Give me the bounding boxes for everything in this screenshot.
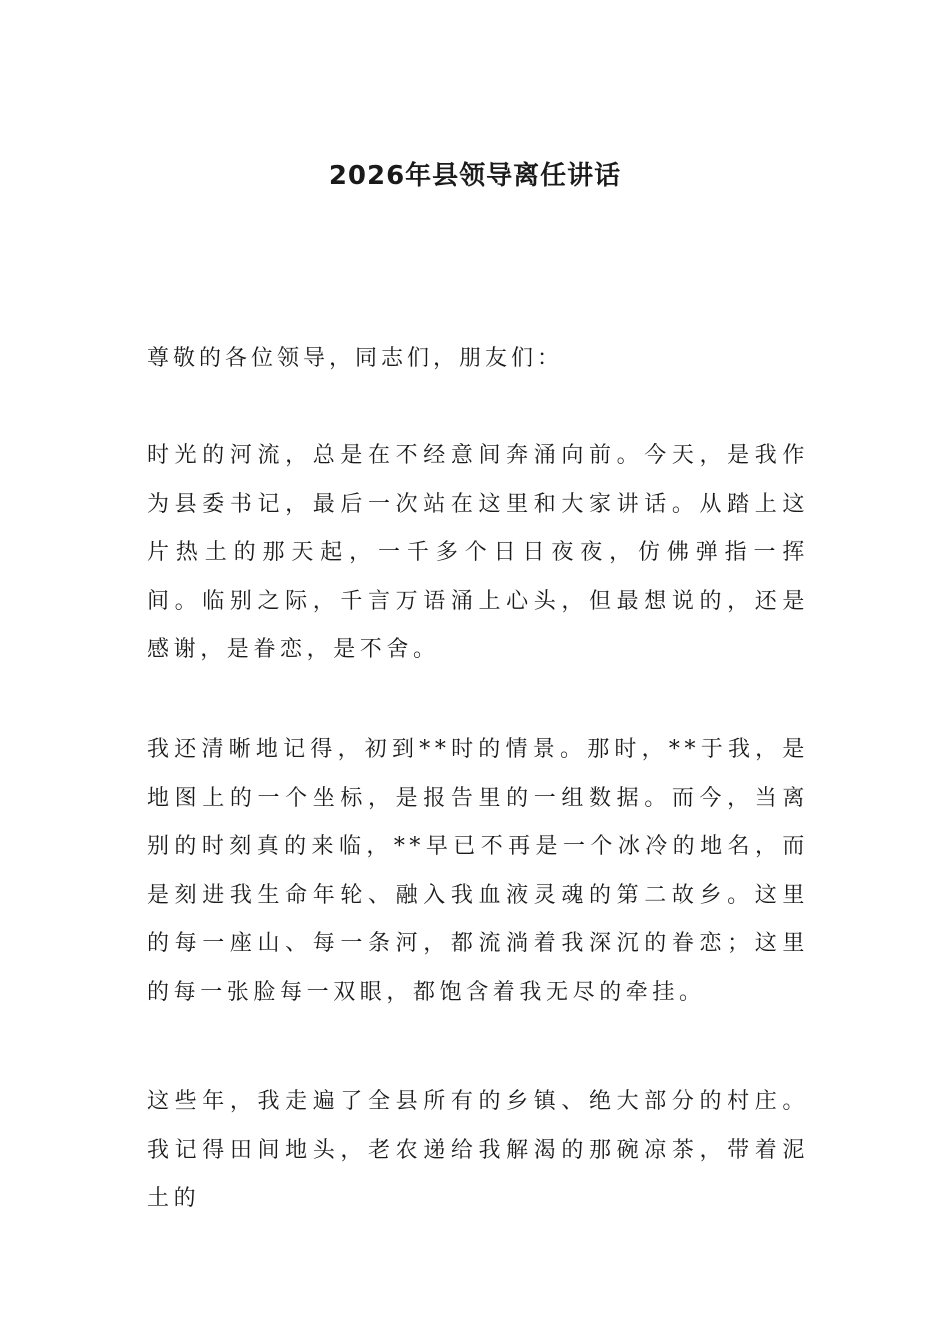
paragraph-1: 时光的河流，总是在不经意间奔涌向前。今天，是我作为县委书记，最后一次站在这里和大家讲话。从踏上这片热土的那天起，一千多个日日夜夜，仿佛弹指一挥间。临别之际，千言万语涌上心头，但最想说的，还是感谢，是眷恋，是不舍。: [147, 443, 809, 662]
document-title: 2026年县领导离任讲话: [328, 161, 622, 191]
salutation: 尊敬的各位领导，同志们，朋友们：: [147, 346, 564, 371]
paragraph-2: 我还清晰地记得，初到**时的情景。那时，**于我，是地图上的一个坐标，是报告里的一组数据。而今，当离别的时刻真的来临，**早已不再是一个冰冷的地名，而是刻进我生命年轮、融入我血液灵魂的第二故乡。这里的每一座山、每一条河，都流淌着我深沉的眷恋；这里的每一张脸每一双眼，都饱含着我无尽的牵挂。: [147, 737, 809, 1005]
paragraph-3: 这些年，我走遍了全县所有的乡镇、绝大部分的村庄。我记得田间地头，老农递给我解渴的那碗凉茶，带着泥土的: [147, 1089, 809, 1211]
